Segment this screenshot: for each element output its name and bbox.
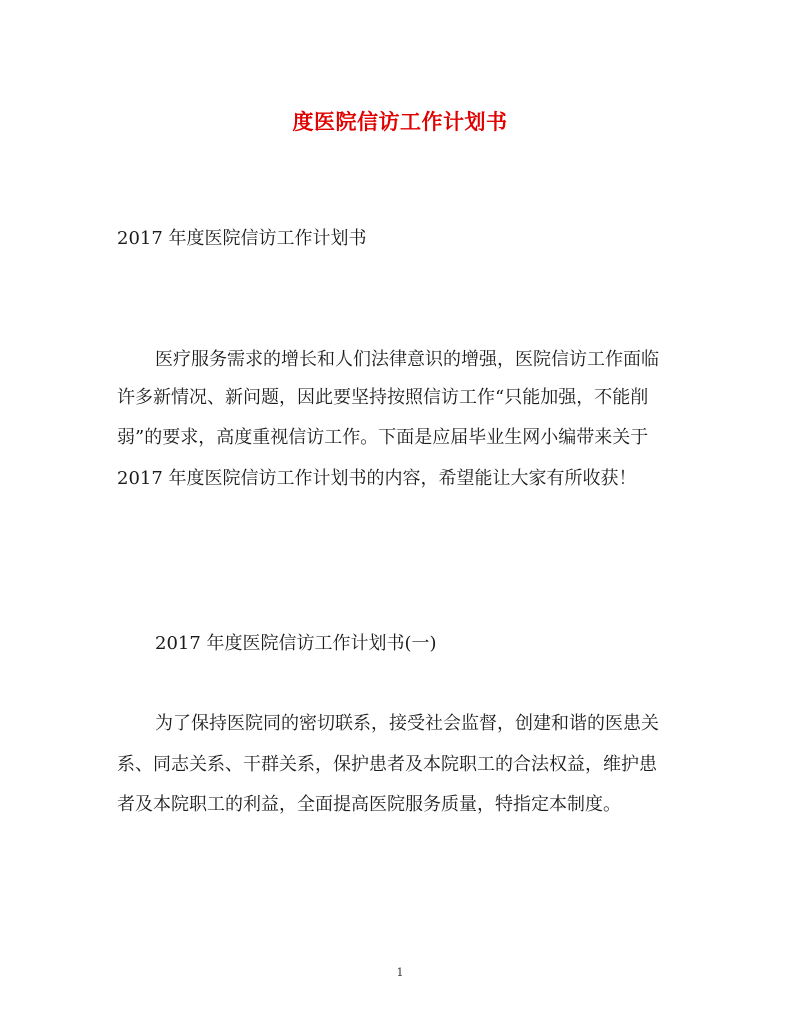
page-number: 1 bbox=[396, 966, 404, 979]
section-line-2: 系、同志关系、干群关系，保护患者及本院职工的合法权益，维护患 bbox=[117, 754, 657, 775]
intro-line-2: 许多新情况、新问题，因此要坚持按照信访工作“只能加强，不能削 bbox=[117, 387, 649, 408]
intro-line-3: 弱”的要求，高度重视信访工作。下面是应届毕业生网小编带来关于 bbox=[117, 427, 649, 448]
section-line-3: 者及本院职工的利益，全面提高医院服务质量，特指定本制度。 bbox=[117, 794, 621, 815]
document-title: 度医院信访工作计划书 bbox=[292, 109, 508, 134]
document-subtitle: 2017 年度医院信访工作计划书 bbox=[117, 228, 367, 249]
intro-line-4: 2017 年度医院信访工作计划书的内容，希望能让大家有所收获！ bbox=[117, 468, 637, 489]
section-heading: 2017 年度医院信访工作计划书(一) bbox=[155, 633, 437, 654]
section-line-1: 为了保持医院同的密切联系，接受社会监督，创建和谐的医患关 bbox=[155, 713, 659, 734]
intro-line-1: 医疗服务需求的增长和人们法律意识的增强，医院信访工作面临 bbox=[155, 349, 659, 370]
